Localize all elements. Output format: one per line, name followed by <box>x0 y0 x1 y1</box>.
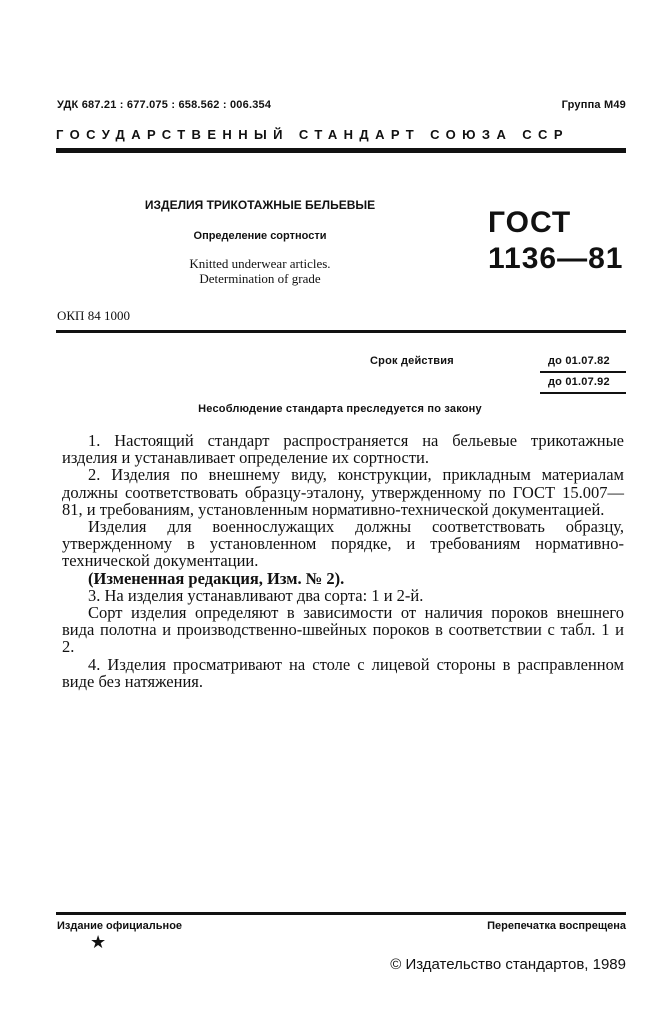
paragraph: 3. На изделия устанавливают два сорта: 1 и 2-й. <box>88 585 424 605</box>
english-title-line-2: Determination of grade <box>199 271 321 286</box>
reprint-prohibited: Перепечатка воспрещена <box>487 920 626 932</box>
gost-label: ГОСТ <box>488 206 572 239</box>
paragraph: 4. Изделия просматривают на столе с лицевой стороны в расправленном виде без натяжения. <box>62 654 624 691</box>
english-title <box>80 256 440 286</box>
validity-rule <box>540 371 626 373</box>
header-rule <box>56 148 626 153</box>
star-icon: ★ <box>90 932 107 952</box>
title-rule <box>56 330 626 333</box>
paragraph: 2. Изделия по внешнему виду, конструкции, прикладным материалам должны соответствовать образцу-эталону, утвержденному по ГОСТ 15.007—81, и требованиям, установленным нормативно-технической документацией. <box>62 465 624 519</box>
paragraph: Изделия для военнослужащих должны соответствовать образцу, утвержденному в установленном порядке, и требованиям нормативно-технической документации. <box>62 517 624 571</box>
validity-label: Срок действия <box>370 355 454 367</box>
group-code: Группа М49 <box>561 99 626 111</box>
amendment-note: (Измененная редакция, Изм. № 2). <box>88 568 345 588</box>
validity-to: до 01.07.92 <box>548 376 610 388</box>
body-text <box>62 432 624 690</box>
official-edition: Издание официальное <box>57 920 183 932</box>
validity-from: до 01.07.82 <box>548 355 610 367</box>
okp-code: ОКП 84 1000 <box>57 308 130 323</box>
standard-banner: ГОСУДАРСТВЕННЫЙ СТАНДАРТ СОЮЗА ССР <box>56 127 569 142</box>
copyright: © Издательство стандартов, 1989 <box>390 956 626 973</box>
paragraph: Сорт изделия определяют в зависимости от наличия пороков внешнего вида полотна и производственно-швейных пороков в соответствии с табл. 1 и 2. <box>62 603 624 657</box>
footer-rule <box>56 912 626 915</box>
udk-code: УДК 687.21 : 677.075 : 658.562 : 006.354 <box>57 99 272 111</box>
gost-number: 1136—81 <box>488 242 624 275</box>
paragraph: 1. Настоящий стандарт распространяется на бельевые трикотажные изделия и устанавливает определение их сортности. <box>62 431 624 468</box>
english-title-line-1: Knitted underwear articles. <box>189 256 331 271</box>
document-subtitle: Определение сортности <box>193 230 327 242</box>
validity-rule-bottom <box>540 392 626 394</box>
document-title: ИЗДЕЛИЯ ТРИКОТАЖНЫЕ БЕЛЬЕВЫЕ <box>144 198 376 212</box>
law-notice: Несоблюдение стандарта преследуется по закону <box>198 403 482 415</box>
